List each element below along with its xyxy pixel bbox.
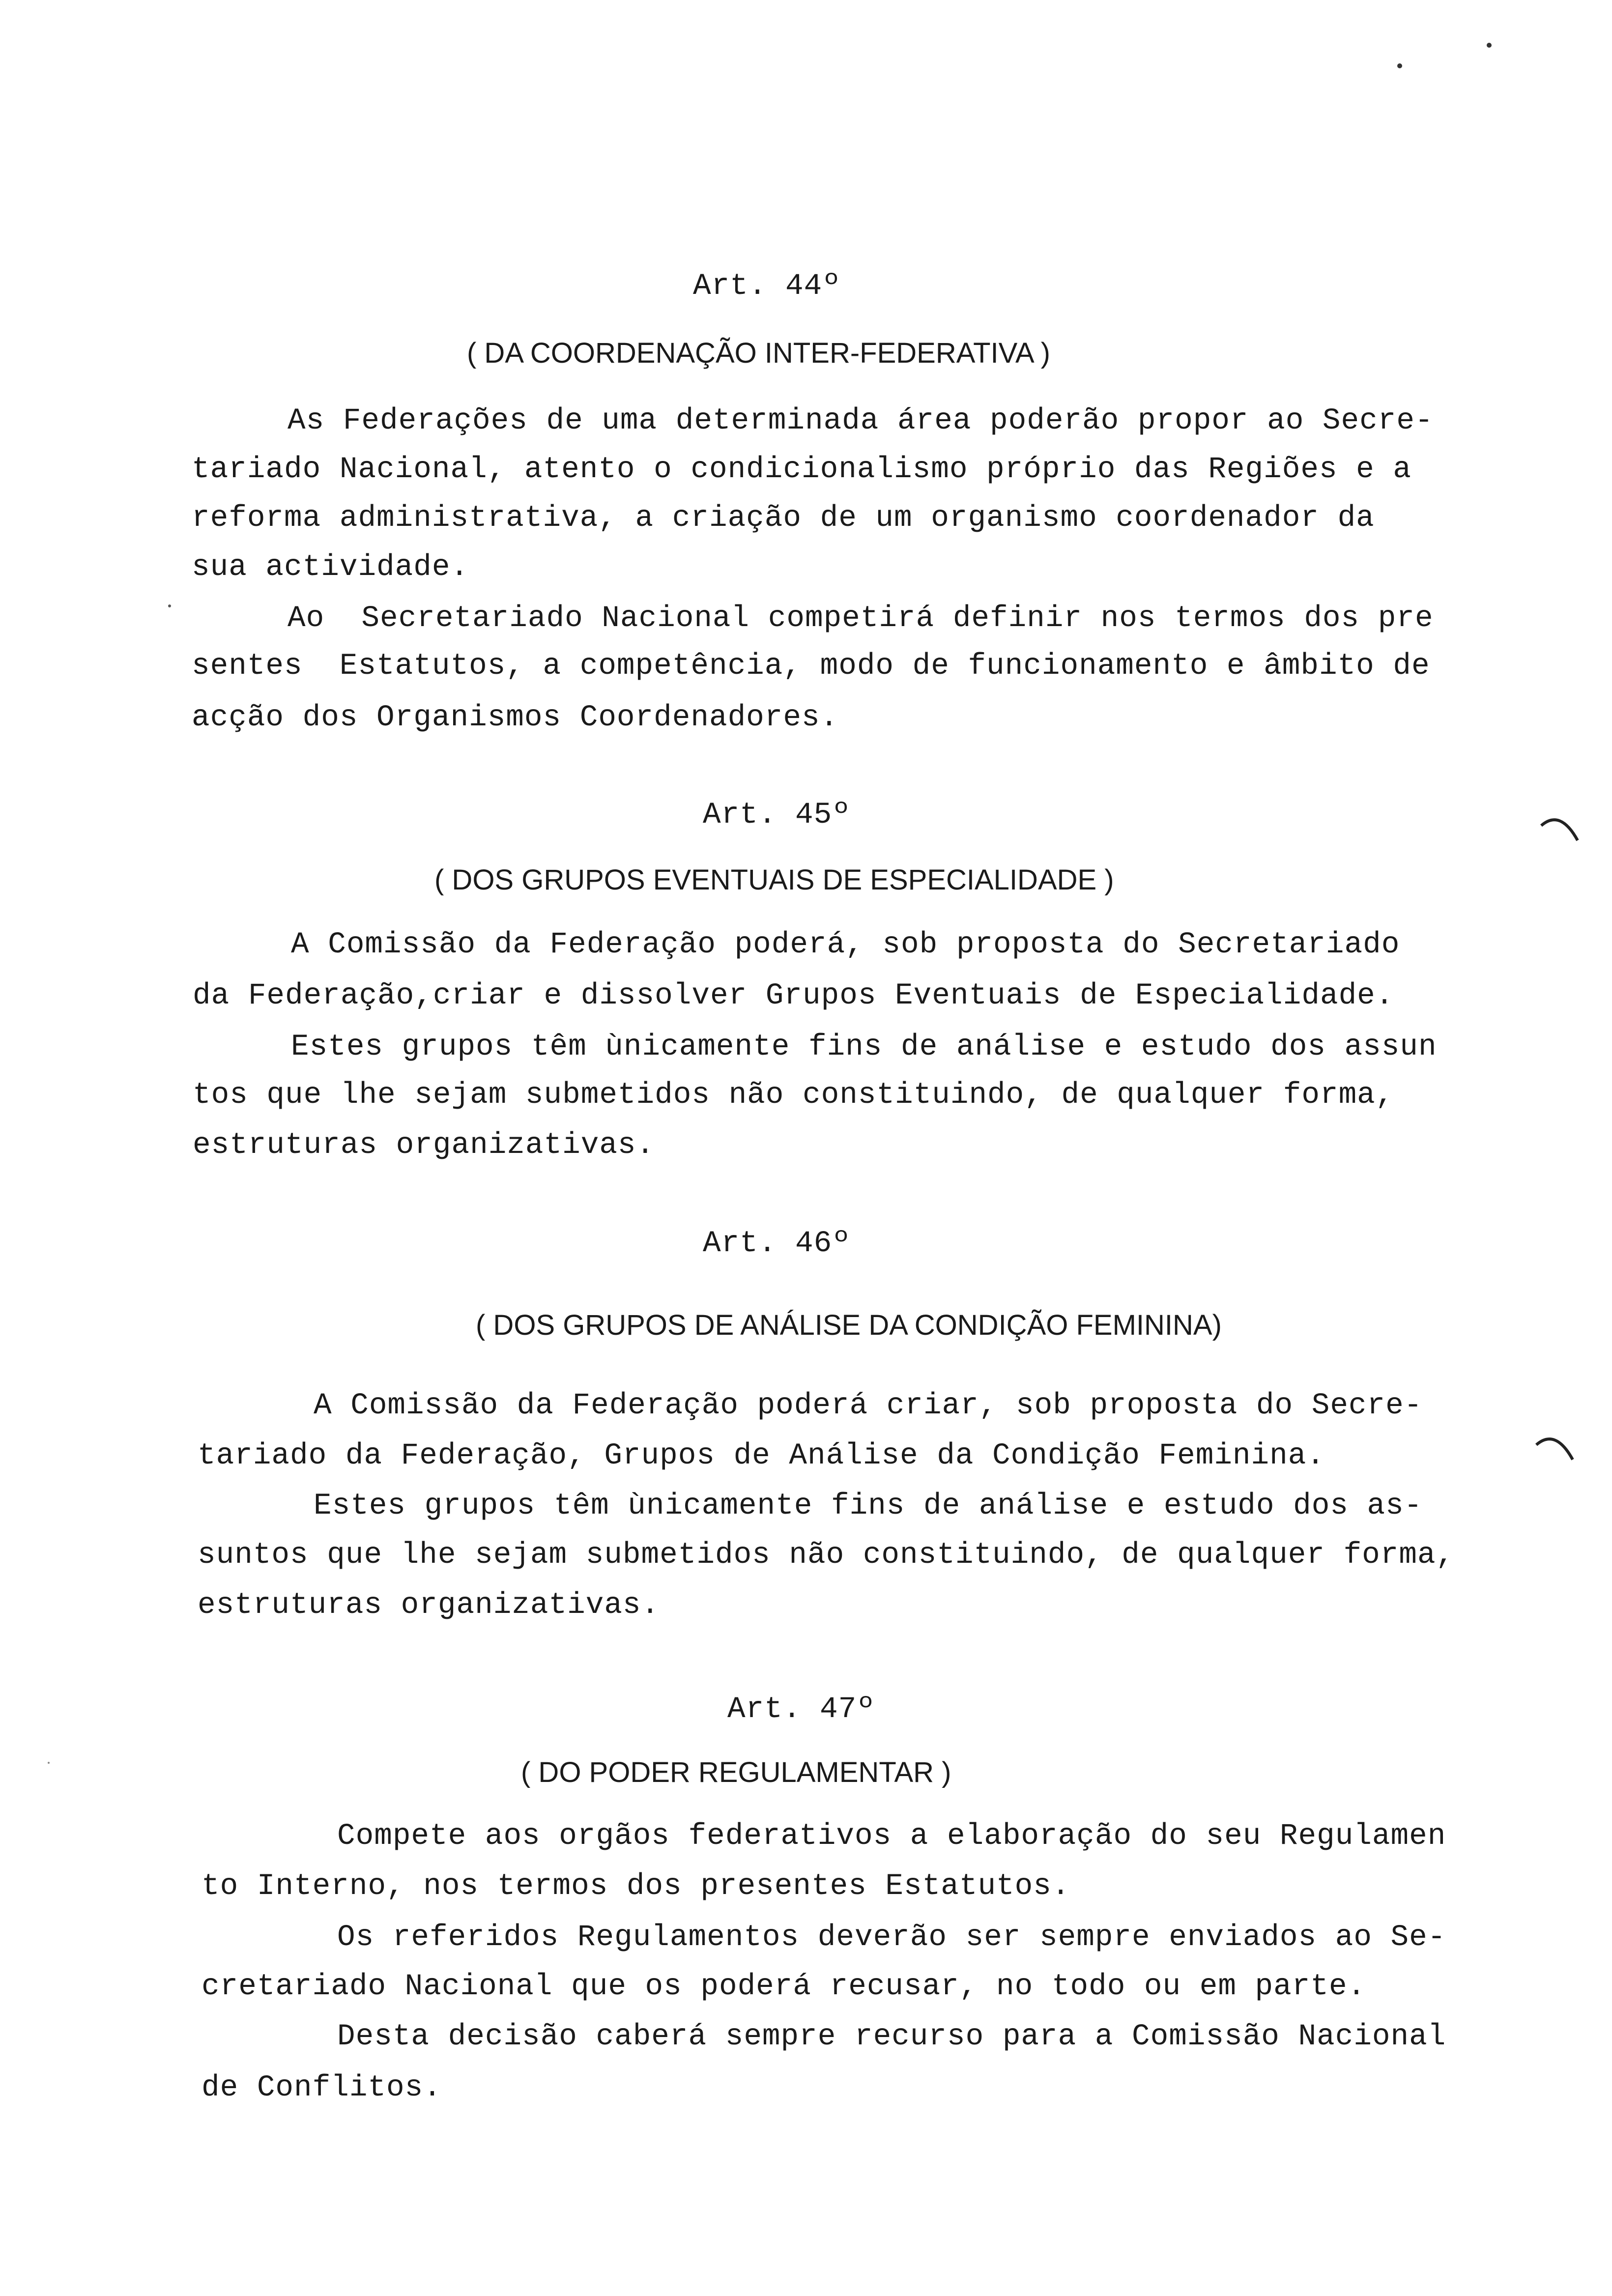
article-46-paragraph-line: A Comissão da Federação poderá criar, sob proposta do Secre- [314, 1389, 1423, 1423]
article-45-paragraph-line: da Federação,criar e dissolver Grupos Eventuais de Especialidade. [193, 979, 1394, 1013]
article-47-paragraph-line: Compete aos orgãos federativos a elaboração do seu Regulamen [337, 1819, 1446, 1853]
article-44-paragraph-line: sua actividade. [192, 550, 469, 584]
article-45-number: Art. 45º [703, 798, 851, 832]
article-46-number: Art. 46º [703, 1227, 851, 1261]
article-44-paragraph-line: tariado Nacional, atento o condicionalismo próprio das Regiões e a [192, 453, 1411, 487]
scan-dot-mark [166, 603, 173, 609]
article-44-title: ( DA COORDENAÇÃO INTER-FEDERATIVA ) [467, 337, 1050, 369]
article-45-paragraph-line: Estes grupos têm ùnicamente fins de análise e estudo dos assun [291, 1030, 1437, 1064]
article-45-title: ( DOS GRUPOS EVENTUAIS DE ESPECIALIDADE ) [434, 864, 1114, 896]
article-47-paragraph-line: to Interno, nos termos dos presentes Estatutos. [202, 1869, 1070, 1903]
article-47-paragraph-line: Desta decisão caberá sempre recurso para a Comissão Nacional [337, 2020, 1446, 2054]
article-46-title: ( DOS GRUPOS DE ANÁLISE DA CONDIÇÃO FEMININA) [476, 1309, 1222, 1341]
article-44-paragraph-line: Ao Secretariado Nacional competirá definir nos termos dos pre [288, 602, 1434, 635]
article-44-paragraph-line: As Federações de uma determinada área poderão propor ao Secre- [288, 404, 1434, 438]
article-46-paragraph-line: tariado da Federação, Grupos de Análise da Condição Feminina. [198, 1439, 1325, 1473]
article-45-paragraph-line: A Comissão da Federação poderá, sob proposta do Secretariado [291, 928, 1400, 962]
article-47-number: Art. 47º [727, 1693, 875, 1726]
scan-dot-mark [1482, 39, 1497, 54]
scan-dot-mark [1394, 59, 1409, 74]
article-44-paragraph-line: reforma administrativa, a criação de um organismo coordenador da [192, 501, 1375, 535]
article-45-paragraph-line: estruturas organizativas. [193, 1128, 655, 1162]
article-47-paragraph-line: de Conflitos. [202, 2071, 442, 2105]
article-44-paragraph-line: sentes Estatutos, a competência, modo de funcionamento e âmbito de [192, 649, 1430, 683]
article-46-paragraph-line: Estes grupos têm ùnicamente fins de análise e estudo dos as- [314, 1489, 1423, 1523]
punch-hole-arc-mark [1538, 811, 1583, 850]
article-44-paragraph-line: acção dos Organismos Coordenadores. [192, 701, 839, 735]
article-47-paragraph-line: cretariado Nacional que os poderá recusar, no todo ou em parte. [202, 1970, 1366, 2004]
article-46-paragraph-line: suntos que lhe sejam submetidos não constituindo, de qualquer forma, [198, 1538, 1455, 1572]
punch-hole-arc-mark [1533, 1430, 1578, 1469]
article-45-paragraph-line: tos que lhe sejam submetidos não constituindo, de qualquer forma, [193, 1078, 1394, 1112]
article-47-title: ( DO PODER REGULAMENTAR ) [521, 1756, 951, 1788]
article-46-paragraph-line: estruturas organizativas. [198, 1588, 660, 1622]
article-47-paragraph-line: Os referidos Regulamentos deverão ser sempre enviados ao Se- [337, 1921, 1446, 1954]
scan-dot-mark [45, 1759, 52, 1766]
article-44-number: Art. 44º [693, 269, 841, 303]
